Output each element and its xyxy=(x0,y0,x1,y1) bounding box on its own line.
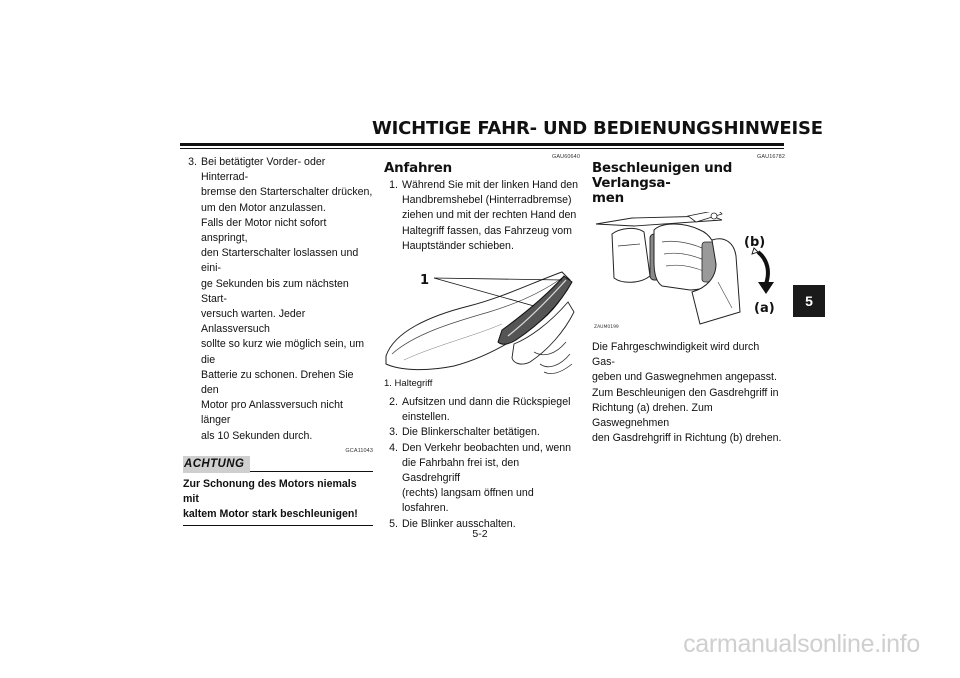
figure-grab-bar xyxy=(384,254,580,390)
column-1 xyxy=(183,155,373,526)
step-text xyxy=(402,425,580,440)
text-line: ziehen und mit der rechten Hand den xyxy=(402,209,577,222)
text-line: Den Verkehr beobachten und, wenn xyxy=(402,441,572,454)
figure-caption: 1. Haltegriff xyxy=(384,378,433,390)
step-number: 3. xyxy=(389,426,398,439)
caution-code: GCA11043 xyxy=(345,447,373,454)
throttle-hand-illustration xyxy=(592,212,785,330)
text-line: Während Sie mit der linken Hand den xyxy=(402,179,579,191)
caution-header xyxy=(183,456,373,473)
step-number: 5. xyxy=(389,517,398,530)
text-line: sollte so kurz wie möglich sein, um die xyxy=(201,338,365,366)
caution-box xyxy=(183,456,373,527)
section-code: GAU60640 xyxy=(551,154,580,160)
step-text xyxy=(402,441,580,517)
column-2 xyxy=(384,153,580,532)
text-line: den Starterschalter loslassen und eini- xyxy=(201,247,359,275)
caution-label: ACHTUNG xyxy=(183,456,250,473)
page-header-title: WICHTIGE FAHR- UND BEDIENUNGSHINWEISE xyxy=(372,118,823,139)
text-line: Richtung (a) drehen. Zum Gaswegnehmen xyxy=(592,401,713,430)
heading-line: men xyxy=(592,191,624,206)
text-line: Batterie zu schonen. Drehen Sie den xyxy=(201,368,354,397)
heading-line: Beschleunigen und Verlangsa- xyxy=(592,161,733,191)
text-line: um den Motor anzulassen. xyxy=(201,201,326,214)
text-line: versuch warten. Jeder Anlassversuch xyxy=(201,308,306,336)
figure-label-1: 1 xyxy=(420,273,430,289)
text-line: Haltegriff fassen, das Fahrzeug vom xyxy=(402,224,572,237)
section-heading-anfahren: Anfahren xyxy=(384,161,452,176)
step-number: 3. xyxy=(188,156,197,168)
chapter-tab[interactable]: 5 xyxy=(793,285,825,317)
body-paragraph xyxy=(592,340,785,446)
figure-throttle-grip xyxy=(592,212,785,330)
text-line: geben und Gaswegnehmen angepasst. xyxy=(592,371,777,384)
figure-label-a: (a) xyxy=(754,301,775,316)
text-line: kaltem Motor stark beschleunigen! xyxy=(183,508,358,521)
text-line: als 10 Sekunden durch. xyxy=(201,429,313,442)
step-2 xyxy=(384,395,580,425)
section-heading-beschleunigen xyxy=(592,161,785,206)
watermark-text: carmanualsonline.info xyxy=(683,630,920,658)
text-line: den Gasdrehgriff in Richtung (b) drehen. xyxy=(592,432,782,445)
column-3 xyxy=(592,153,785,446)
text-line: Bei betätigter Vorder- oder Hinterrad- xyxy=(201,156,326,184)
step-text xyxy=(201,155,373,444)
step-number: 4. xyxy=(389,441,398,454)
step-text xyxy=(402,395,580,425)
text-line: Handbremshebel (Hinterradbremse) xyxy=(402,194,572,207)
text-line: Zur Schonung des Motors niemals mit xyxy=(183,477,357,506)
caution-divider xyxy=(250,471,373,472)
step-1 xyxy=(384,178,580,254)
figure-label-b: (b) xyxy=(744,235,766,250)
text-line: Die Blinker ausschalten. xyxy=(402,517,516,530)
section-code: GAU16782 xyxy=(756,154,785,160)
step-3 xyxy=(384,425,580,440)
scooter-seat-illustration xyxy=(384,254,580,378)
text-line: Aufsitzen und dann die Rückspiegel xyxy=(402,396,571,409)
step-3-start-engine xyxy=(183,155,373,444)
text-line: bremse den Starterschalter drücken, xyxy=(201,186,373,199)
text-line: Die Blinkerschalter betätigen. xyxy=(402,426,540,439)
step-number: 1. xyxy=(389,179,398,191)
step-number: 2. xyxy=(389,396,398,409)
step-text xyxy=(402,178,580,254)
step-4 xyxy=(384,441,580,517)
text-line: die Fahrbahn frei ist, den Gasdrehgriff xyxy=(402,456,520,485)
text-line: Falls der Motor nicht sofort anspringt, xyxy=(201,216,327,245)
text-line: Die Fahrgeschwindigkeit wird durch Gas- xyxy=(592,341,760,369)
text-line: Hauptständer schieben. xyxy=(402,239,514,252)
text-line: einstellen. xyxy=(402,411,450,424)
figure-code: ZAUM0199 xyxy=(594,325,619,330)
text-line: Zum Beschleunigen den Gasdrehgriff in xyxy=(592,386,779,399)
page-number: 5-2 xyxy=(472,528,488,540)
text-line: ge Sekunden bis zum nächsten Start- xyxy=(201,277,349,305)
header-rule-thick xyxy=(180,143,784,146)
caution-text xyxy=(183,477,373,527)
header-rule-thin xyxy=(180,148,784,149)
text-line: Motor pro Anlassversuch nicht länger xyxy=(201,399,343,427)
text-line: (rechts) langsam öffnen und losfahren. xyxy=(402,487,534,515)
